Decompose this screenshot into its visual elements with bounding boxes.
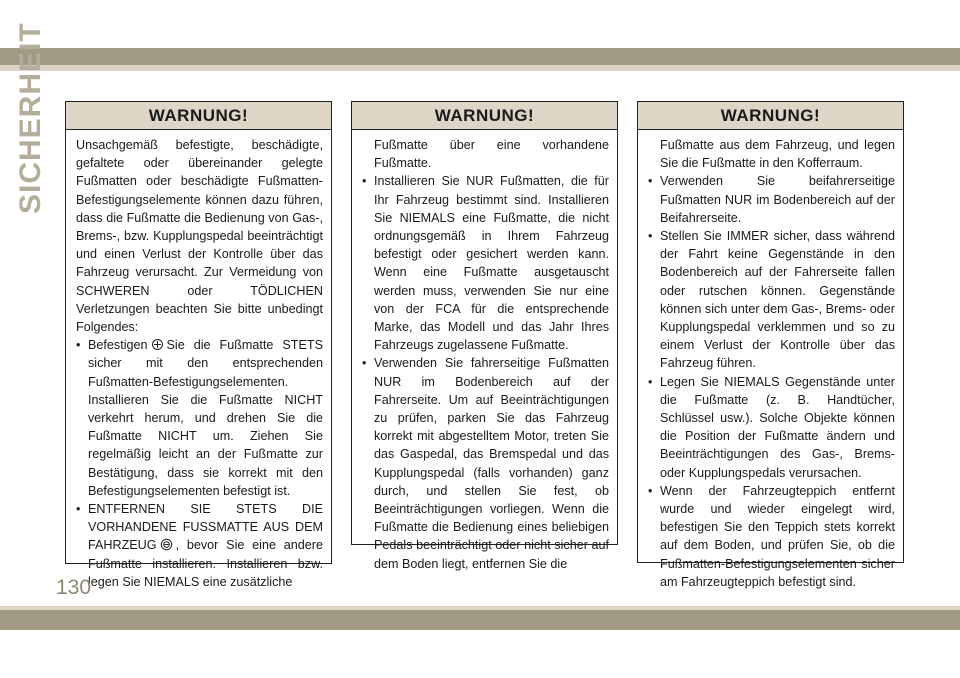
list-item: • Installieren Sie NUR Fußmatten, die für Ihr Fahrzeug bestimmt sind. Installieren Sie NIEMALS eine Fußmatte, die nicht ordnungsgemäß in Ihrem Fahrzeug befestigt oder gesichert werden kann. Wenn eine Fußmatte ausgetauscht werden muss, verwenden Sie nur eine von der FCA für die entsprechende Marke, das Modell und das Jahr Ihres Fahrzeugs zugelassene Fußmatte. xyxy=(362,172,609,354)
floor-mat-fastener-icon xyxy=(150,338,165,351)
warning-box-2 xyxy=(351,101,618,571)
warning-box-3 xyxy=(637,101,904,589)
warning-list xyxy=(362,172,609,572)
list-item: • Wenn der Fahrzeugteppich entfernt wurde und wieder eingelegt wird, befestigen Sie den Teppich stets korrekt auf dem Boden, und prüfen Sie, ob die Fußmatten-Befestigungselementen sicher am Fahrzeugteppich befestigt sind. xyxy=(648,482,895,591)
top-band xyxy=(0,48,960,65)
warning-list xyxy=(76,336,323,591)
bullet-text: Sie die Fußmatte STETS sicher mit den entsprechenden Fußmatten-Befestigungselementen. Installieren Sie die Fußmatte NICHT verkehrt herum, und drehen Sie die Fußmatte NICHT um. Ziehen Sie regelmäßig leicht an der Fußmatte zur Bestätigung, dass sie korrekt mit den Befestigungselementen befestigt ist. xyxy=(88,338,323,498)
list-item: • Verwenden Sie fahrerseitige Fußmatten NUR im Bodenbereich auf der Fahrerseite. Um auf Beeinträchtigungen zu prüfen, parken Sie das Fahrzeug korrekt mit abgestelltem Motor, treten Sie das Gaspedal, das Bremspedal und das Kupplungspedal (falls vorhanden) ganz durch, und stellen Sie fest, ob Beeinträchtigungen vorliegen. Wenn die Fußmatte die Bedienung eines beliebigen Pedals beeinträchtigt oder nicht sicher auf dem Boden liegt, entfernen Sie die xyxy=(362,354,609,572)
bullet-text: , bevor Sie eine andere Fußmatte installieren. Installieren bzw. legen Sie NIEMALS eine zusätzliche xyxy=(88,538,323,589)
continued-text: Fußmatte über eine vorhandene Fußmatte. xyxy=(374,138,609,171)
warning-list xyxy=(648,172,895,591)
top-band-line xyxy=(0,65,960,71)
list-item xyxy=(76,500,323,591)
page-number: 130 xyxy=(56,576,92,599)
warning-heading: WARNUNG! xyxy=(66,102,331,130)
remove-mat-icon xyxy=(159,538,174,551)
list-item: • Verwenden Sie beifahrerseitige Fußmatten NUR im Bodenbereich auf der Beifahrerseite. xyxy=(648,172,895,227)
warning-intro: Unsachgemäß befestigte, beschädigte, gefaltete oder übereinander gelegte Fußmatten oder beschädigte Fußmatten-Befestigungselemente können dazu führen, dass die Fußmatte die Bedienung von Gas-, Brems-, bzw. Kupplungspedal beeinträchtigt und einen Verlust der Kontrolle über das Fahrzeug verursacht. Zur Vermeidung von SCHWEREN oder TÖDLICHEN Verletzungen beachten Sie bitte unbedingt Folgendes: xyxy=(76,138,323,335)
bullet-text: ENTFERNEN SIE STETS DIE VORHANDENE FUSSMATTE AUS DEM FAHRZEUG xyxy=(88,502,323,553)
list-item: • Legen Sie NIEMALS Gegenstände unter die Fußmatte (z. B. Handtücher, Schlüssel usw.). Solche Objekte können die Position der Fußmatte ändern und Beeinträchtigungen des Gas-, Brems- oder Kupplungspedals verursachen. xyxy=(648,373,895,482)
list-item xyxy=(76,336,323,500)
section-title: SICHERHEIT xyxy=(14,22,47,214)
continued-text: Fußmatte aus dem Fahrzeug, und legen Sie die Fußmatte in den Kofferraum. xyxy=(660,138,895,171)
bullet-text: Befestigen xyxy=(88,338,148,353)
warning-body xyxy=(66,130,331,595)
warning-heading: WARNUNG! xyxy=(638,102,903,130)
warning-body xyxy=(638,130,903,595)
warning-heading: WARNUNG! xyxy=(352,102,617,130)
list-item: • Stellen Sie IMMER sicher, dass während der Fahrt keine Gegenstände in den Bodenbereich auf der Fahrerseite fallen oder rutschen können. Gegenstände können sich unter dem Gas-, Brems- oder Kupplungspedal verklemmen und so zu einem Verlust der Kontrolle über das Fahrzeug führen. xyxy=(648,227,895,373)
warning-body xyxy=(352,130,617,577)
warning-box-1 xyxy=(65,101,332,589)
bottom-band xyxy=(0,610,960,630)
